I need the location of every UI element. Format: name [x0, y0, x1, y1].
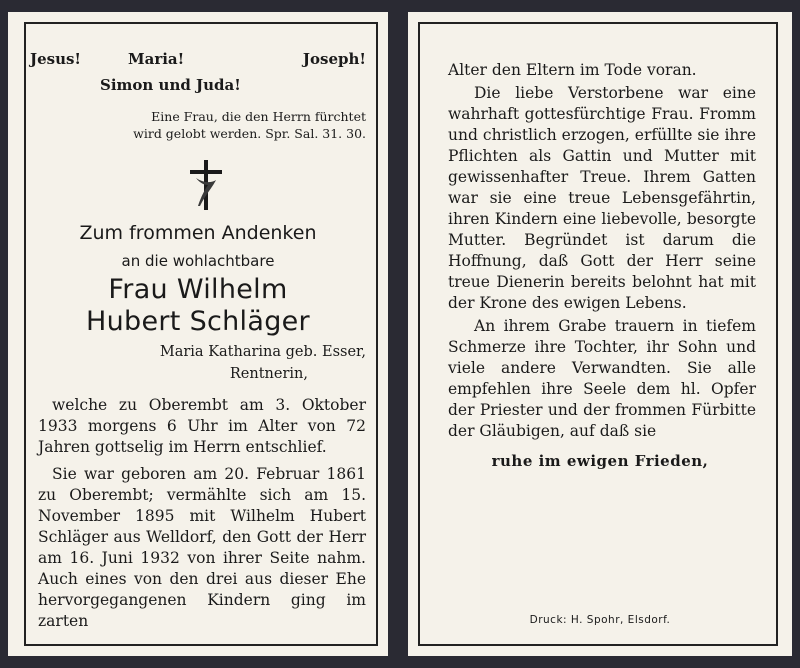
left-paragraph-1: welche zu Oberembt am 3. Oktober 1933 morgens 6 Uhr im Alter von 72 Jahren gottselig im Herrn entschlief.: [38, 396, 366, 456]
proverb-line-1: Eine Frau, die den Herrn fürchtet: [151, 109, 366, 124]
printer-credit: Druck: H. Spohr, Elsdorf.: [529, 614, 671, 626]
proverb-line-2: wird gelobt werden. Spr. Sal. 31. 30.: [133, 126, 366, 141]
closing-line: ruhe im ewigen Frieden,: [491, 452, 709, 470]
saint-jesus: Jesus!: [30, 50, 82, 68]
memorial-subheading: an die wohlachtbare: [121, 252, 275, 270]
left-body-text: [38, 395, 366, 632]
left-paragraph-2: Sie war geboren am 20. Februar 1861 zu Oberembt; vermählte sich am 15. November 1895 mit Wilhelm Hubert Schläger aus Welldorf, den Gott der Herr am 16. Juni 1932 von ihrer Seite nahm. Auch eines von den drei aus dieser Ehe hervorgegangenen Kindern ging im zarten: [38, 465, 366, 630]
right-paragraph-2: Die liebe Verstorbene war eine wahrhaft gottesfürchtige Frau. Fromm und christlich erzogen, erfüllte sie ihre Pflichten als Gattin und Mutter mit gewissenhafter Treue. Ihrem Gatten war sie eine treue Lebensgefährtin, ihren Kindern eine liebevolle, besorgte Mutter. Begründet ist darum die Hoffnung, daß Gott der Herr seine treue Dienerin bereits belohnt hat mit der Krone des ewigen Lebens.: [448, 84, 756, 312]
saint-maria: Maria!: [128, 50, 185, 68]
occupation: Rentnerin,: [229, 366, 308, 382]
right-paragraph-1: Alter den Eltern im Tode voran.: [448, 61, 697, 79]
right-card-panel: [408, 12, 792, 656]
saint-joseph: Joseph!: [302, 50, 366, 68]
right-paragraph-3: An ihrem Grabe trauern in tiefem Schmerze ihre Tochter, ihr Sohn und viele andere Verwandten. Sie alle empfehlen ihre Seele dem hl. Opfer der Priester und der frommen Fürbitte der Gläubigen, auf daß sie: [448, 317, 756, 440]
deceased-name-line-2: Hubert Schläger: [86, 306, 310, 337]
maiden-name: Maria Katharina geb. Esser,: [159, 344, 366, 360]
left-card-panel: [8, 12, 388, 656]
cross-icon: [186, 158, 226, 212]
memorial-heading: Zum frommen Andenken: [79, 222, 317, 244]
saints-simon-juda: Simon und Juda!: [100, 76, 241, 94]
deceased-name-line-1: Frau Wilhelm: [108, 274, 288, 305]
right-body-text: [448, 60, 756, 442]
proverb-quote: [68, 108, 366, 142]
